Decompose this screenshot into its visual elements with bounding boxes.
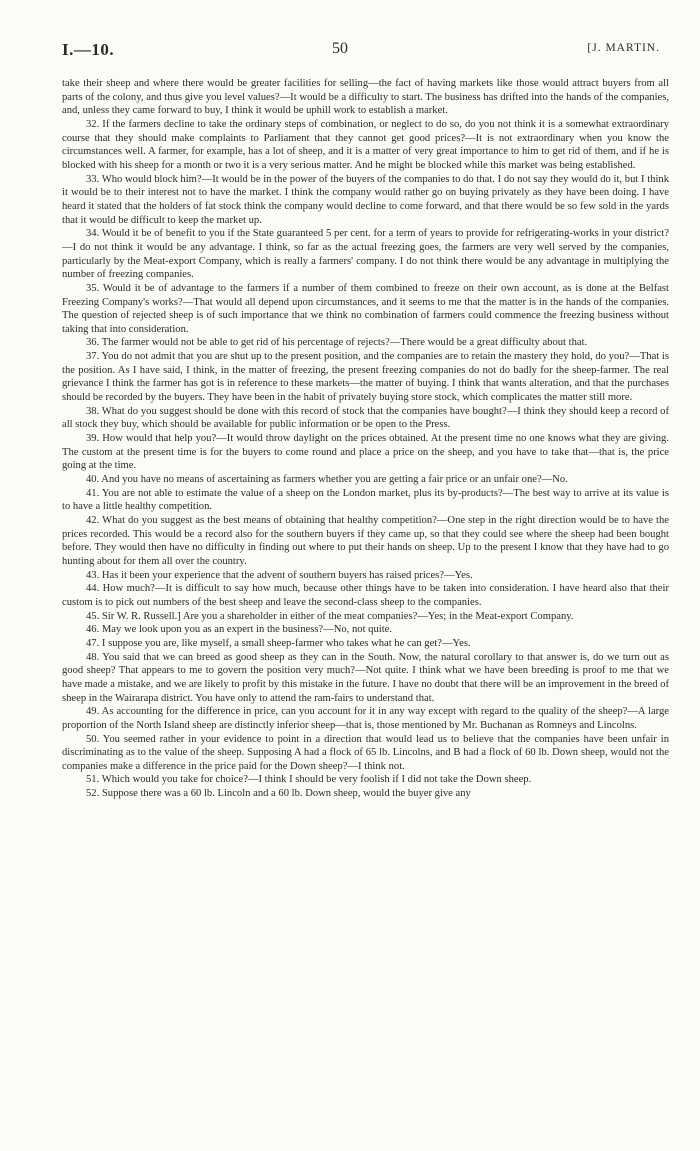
- paragraph: 46. May we look upon you as an expert in the business?—No, not quite.: [86, 624, 392, 636]
- paragraph: take their sheep and where there would be greater facilities for selling—the fact of having markets like those would attract buyers from all parts of the colony, and thus give you level values?—It would be a difficulty to start. The business has drifted into the hands of the companies, and, unless they came forward to buy, I think it would be uphill work to establish a market.: [62, 78, 669, 117]
- paragraph: 41. You are not able to estimate the value of a sheep on the London market, plus its by-products?—The best way to arrive at its value is to have a little healthy competition.: [62, 487, 669, 513]
- paragraph: 44. How much?—It is difficult to say how much, because other things have to be taken into consideration. I have heard also that their custom is to pick out numbers of the best sheep and leave the second-class sheep to the companies.: [62, 583, 669, 608]
- paragraph: 40. And you have no means of ascertaining as farmers whether you are getting a fair price or an unfair one?—No.: [86, 474, 568, 486]
- paragraph: 39. How would that help you?—It would throw daylight on the prices obtained. At the present time no one knows what they are giving. The custom at the present time is for the buyers to come round and place a price on the sheep, and you have to take that—that is, the price going at the time.: [62, 433, 669, 472]
- paragraph: 35. Would it be of advantage to the farmers if a number of them combined to freeze on their own account, as is done at the Belfast Freezing Company's works?—That would all depend upon circumstances, and it seems to me that the matter is in the hands of the companies. The question of rejected sheep is of such importance that we think no combination of farmers could commence the freezing business without taking that into consideration.: [62, 282, 669, 335]
- page-header: [62, 40, 660, 64]
- paper-reference: I.—10.: [62, 40, 115, 59]
- paragraph: 52. Suppose there was a 60 lb. Lincoln and a 60 lb. Down sheep, would the buyer give any: [86, 788, 471, 800]
- paragraph: 37. You do not admit that you are shut up to the present position, and the companies are to retain the mastery they hold, do you?—That is the position. As I have said, I think, in the matter of freezing, the present freezing companies do not do badly for the sheep-farmer. The real grievance I think the farmer has got is in reference to these markets—the matter of buying. I think that wants alteration, and that the purchases should be recorded by the buyers. They have been in the habit of privately buying store stock, which complicates the matter still more.: [62, 351, 669, 404]
- paragraph: 48. You said that we can breed as good sheep as they can in the South. Now, the natural corollary to that answer is, do we turn out as good sheep? That appears to me to govern the position very much?—Not quite. I think what we have been breeding is proof to me that we have made a mistake, and we are likely to profit by this mistake in the future. I have no doubt that there will be an improvement in the breed of sheep in the Wairarapa district. You have only to attend the ram-fairs to understand that.: [62, 651, 669, 704]
- paragraph: 42. What do you suggest as the best means of obtaining that healthy competition?—One step in the right direction would be to have the prices recorded. This would be a record also for the southern buyers if they came up, so that they could see where the sheep had been bought before. They would then have no difficulty in finding out where to put their hands on sheep. Up to the present I know that they have had to go hunting about for them all over the country.: [62, 515, 669, 567]
- paragraph: 38. What do you suggest should be done with this record of stock that the companies have bought?—I think they should keep a record of all stock they buy, which should be available for public information or be open to the Press.: [62, 405, 669, 431]
- paragraph: 34. Would it be of benefit to you if the State guaranteed 5 per cent. for a term of years to provide for refrigerating-works in your district?—I do not think it would be any advantage. I think, so far as the actual freezing goes, the farmers are very well served by the companies, particularly by the Meat-export Company, which is really a farmers' company. I do not think there would be any advantage in multiplying the number of freezing companies.: [62, 228, 669, 281]
- paragraph: 32. If the farmers decline to take the ordinary steps of combination, or neglect to do so, do you not think it is a somewhat extraordinary course that they should make complaints to Parliament that they cannot get good prices?—It is not extraordinary when you know the circumstances well. A farmer, for example, has a lot of sheep, and it is a matter of very great importance to him to get rid of them, and if he is blocked with his sheep for a month or two it is a very serious matter. And he might be blocked while this market was being established.: [62, 118, 669, 171]
- paragraph: 47. I suppose you are, like myself, a small sheep-farmer who takes what he can get?—Yes.: [86, 637, 471, 649]
- paragraph: 50. You seemed rather in your evidence to point in a direction that would lead us to believe that the companies have been unfair in discriminating as to the value of the sheep. Supposing A had a flock of 65 lb. Lincolns, and B had a flock of 60 lb. Down sheep, would not the companies make a difference in the price paid for the Down sheep?—I think not.: [62, 733, 669, 772]
- paragraph: 49. As accounting for the difference in price, can you account for it in any way except with regard to the quality of the sheep?—A large proportion of the North Island sheep are distinctly inferior sheep—that is, those mentioned by Mr. Buchanan as Romneys and Lincolns.: [62, 706, 669, 731]
- paragraph: 36. The farmer would not be able to get rid of his percentage of rejects?—There would be a great difficulty about that.: [86, 337, 588, 349]
- witness-name: [J. MARTIN.: [587, 42, 660, 54]
- paragraph: 43. Has it been your experience that the advent of southern buyers has raised prices?—Yes.: [86, 569, 473, 581]
- paragraph: 51. Which would you take for choice?—I think I should be very foolish if I did not take the Down sheep.: [86, 774, 532, 786]
- paragraph: 33. Who would block him?—It would be in the power of the buyers of the companies to do that. I do not say they would do it, but I think it would be to their interest not to have the market. I think the company would rather go on buying privately as they have been doing. I have heard it stated that the holders of fat stock think the company would decline to come forward, and that there would be so few sold in the yards that it would be difficult to keep the market up.: [62, 173, 669, 226]
- page-number: 50: [332, 40, 348, 57]
- evidence-text: [62, 77, 669, 801]
- paragraph: 45. Sir W. R. Russell.] Are you a shareholder in either of the meat companies?—Yes; in the Meat-export Company.: [86, 610, 574, 622]
